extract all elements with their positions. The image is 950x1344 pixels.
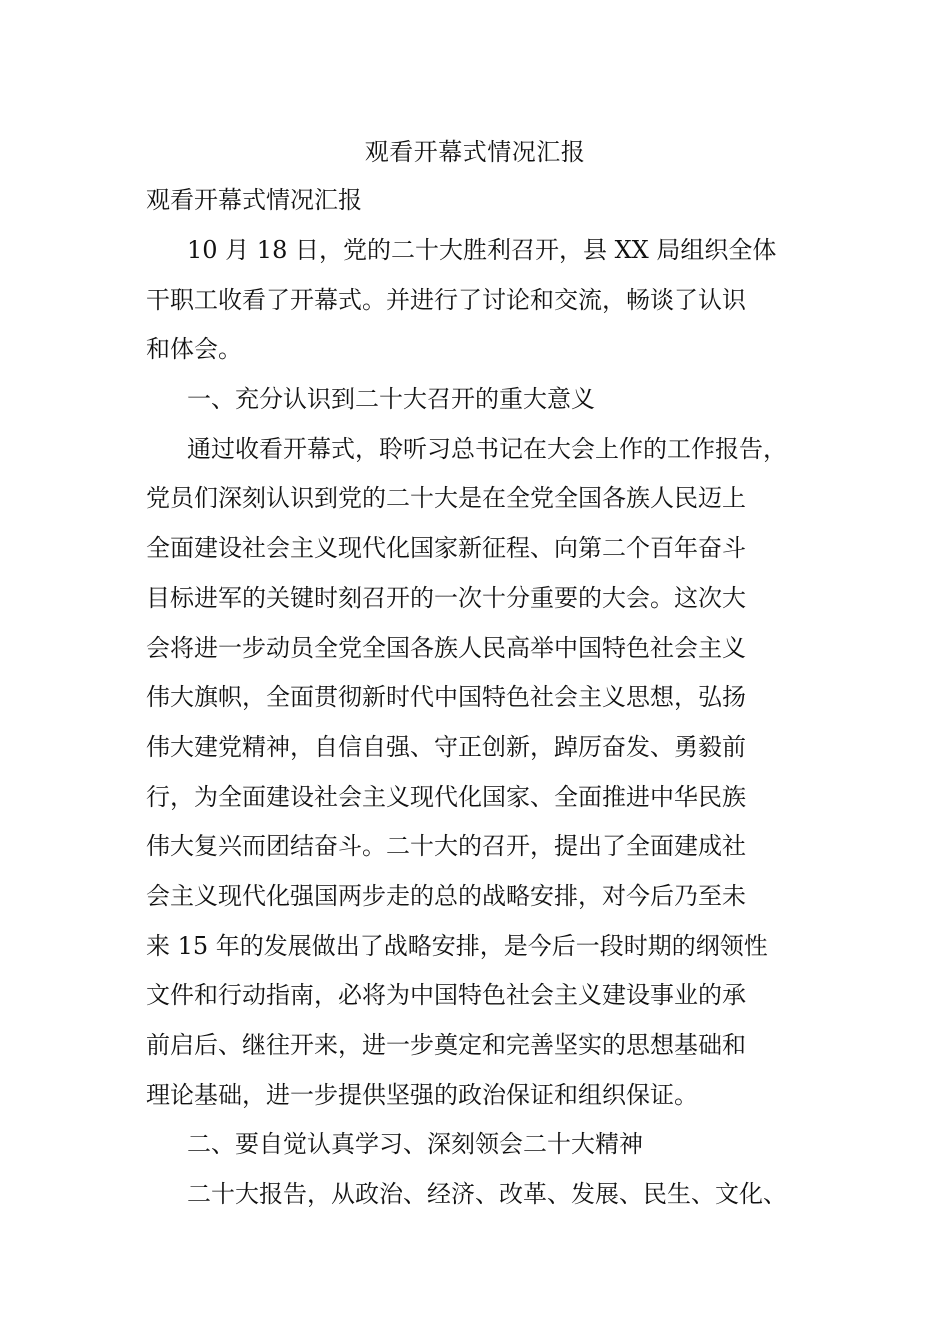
paragraph-1-line-1: 10 月 18 日，党的二十大胜利召开，县 XX 局组织全体: [187, 236, 777, 264]
paragraph-2-line-6: 伟大旗帜，全面贯彻新时代中国特色社会主义思想，弘扬: [146, 683, 746, 712]
paragraph-2-line-4: 目标进军的关键时刻召开的一次十分重要的大会。这次大: [146, 583, 746, 612]
paragraph-2-line-14: 理论基础，进一步提供坚强的政治保证和组织保证。: [146, 1080, 698, 1109]
paragraph-2-line-3: 全面建设社会主义现代化国家新征程、向第二个百年奋斗: [146, 534, 746, 563]
paragraph-2-line-7: 伟大建党精神，自信自强、守正创新，踔厉奋发、勇毅前: [146, 732, 746, 761]
paragraph-2-line-9: 伟大复兴而团结奋斗。二十大的召开，提出了全面建成社: [146, 832, 746, 861]
paragraph-2-line-5: 会将进一步动员全党全国各族人民高举中国特色社会主义: [146, 633, 746, 662]
section-heading-1: 一、充分认识到二十大召开的重大意义: [187, 385, 595, 414]
document-subtitle: 观看开幕式情况汇报: [146, 186, 362, 214]
document-body: [146, 226, 816, 1220]
document-title: 观看开幕式情况汇报: [364, 138, 586, 166]
paragraph-2-line-1: 通过收看开幕式，聆听习总书记在大会上作的工作报告，: [187, 434, 787, 463]
paragraph-3-line-1: 二十大报告，从政治、经济、改革、发展、民生、文化、: [187, 1180, 787, 1209]
paragraph-1-line-2: 干职工收看了开幕式。并进行了讨论和交流，畅谈了认识: [146, 285, 746, 314]
paragraph-2-line-2: 党员们深刻认识到党的二十大是在全党全国各族人民迈上: [146, 484, 746, 513]
paragraph-2-line-10: 会主义现代化强国两步走的总的战略安排，对今后乃至未: [146, 881, 746, 910]
paragraph-2-line-8: 行，为全面建设社会主义现代化国家、全面推进中华民族: [146, 782, 746, 811]
section-heading-2: 二、要自觉认真学习、深刻领会二十大精神: [187, 1130, 643, 1159]
paragraph-2-line-12: 文件和行动指南，必将为中国特色社会主义建设事业的承: [146, 981, 746, 1010]
paragraph-1-line-3: 和体会。: [146, 335, 242, 364]
paragraph-2-line-11: 来 15 年的发展做出了战略安排，是今后一段时期的纲领性: [146, 931, 768, 960]
paragraph-2-line-13: 前启后、继往开来，进一步奠定和完善坚实的思想基础和: [146, 1031, 746, 1059]
